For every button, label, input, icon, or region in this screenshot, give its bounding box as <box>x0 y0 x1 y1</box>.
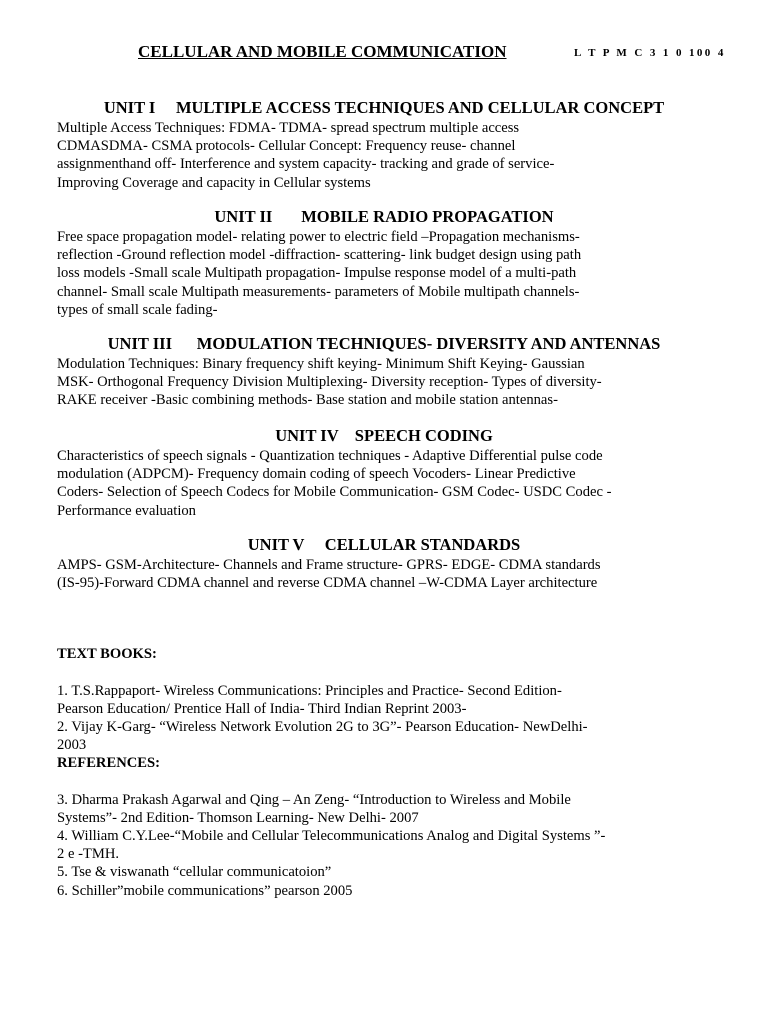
unit-4-heading: UNIT IV SPEECH CODING <box>275 426 493 445</box>
references-label: REFERENCES: <box>57 755 160 772</box>
unit-5-text: AMPS- GSM-Architecture- Channels and Frame structure- GPRS- EDGE- CDMA standards (IS-95)-Forward CDMA channel and reverse CDMA channel –W-CDMA Layer architecture <box>57 557 601 592</box>
references-list: 3. Dharma Prakash Agarwal and Qing – An Zeng- “Introduction to Wireless and Mobile Systems”- 2nd Edition- Thomson Learning- New Delhi- 2007 4. William C.Y.Lee-“Mobile and Cellular Telecommunications Analog and Digital Systems ”- 2 e -TMH. 5. Tse & viswanath “cellular communicatoion” 6. Schiller”mobile communications” pearson 2005 <box>57 791 606 899</box>
unit-3-heading: UNIT III MODULATION TECHNIQUES- DIVERSITY AND ANTENNAS <box>107 334 661 353</box>
page-title: CELLULAR AND MOBILE COMMUNICATION <box>138 42 507 61</box>
unit-2-heading: UNIT II MOBILE RADIO PROPAGATION <box>214 207 554 226</box>
text-books-list: 1. T.S.Rappaport- Wireless Communications: Principles and Practice- Second Edition- Pearson Education/ Prentice Hall of India- Third Indian Reprint 2003- 2. Vijay K-Garg- “Wireless Network Evolution 2G to 3G”- Pearson Education- NewDelhi- 2003 <box>57 682 588 754</box>
references-section <box>57 736 747 918</box>
title-row <box>0 42 768 64</box>
unit-5-heading: UNIT V CELLULAR STANDARDS <box>247 535 521 554</box>
unit-3-text: Modulation Techniques: Binary frequency shift keying- Minimum Shift Keying- Gaussian MSK- Orthogonal Frequency Division Multiplexing- Diversity reception- Types of diversity- RAKE receiver -Basic combining methods- Base station and mobile station antennas- <box>57 356 602 409</box>
text-books-label: TEXT BOOKS: <box>57 646 157 663</box>
unit-1-text: Multiple Access Techniques: FDMA- TDMA- spread spectrum multiple access CDMASDMA- CSMA protocols- Cellular Concept: Frequency reuse- channel assignmenthand off- Interference and system capacity- tracking and grade of service- Improving Coverage and capacity in Cellular systems <box>57 120 555 191</box>
unit-2-text: Free space propagation model- relating power to electric field –Propagation mechanisms- reflection -Ground reflection model -diffraction- scattering- link budget design using path loss models -Small scale Multipath propagation- Impulse response model of a multi-path channel- Small scale Multipath measurements- parameters of Mobile multipath channels- types of small scale fading- <box>57 229 582 318</box>
credit-pattern: L T P M C 3 1 0 100 4 <box>574 47 726 59</box>
unit-4-text: Characteristics of speech signals - Quantization techniques - Adaptive Differential pulse code modulation (ADPCM)- Frequency domain coding of speech Vocoders- Linear Predictive Coders- Selection of Speech Codecs for Mobile Communication- GSM Codec- USDC Codec - Performance evaluation <box>57 448 612 519</box>
unit-1-heading: UNIT I MULTIPLE ACCESS TECHNIQUES AND CELLULAR CONCEPT <box>103 98 665 117</box>
